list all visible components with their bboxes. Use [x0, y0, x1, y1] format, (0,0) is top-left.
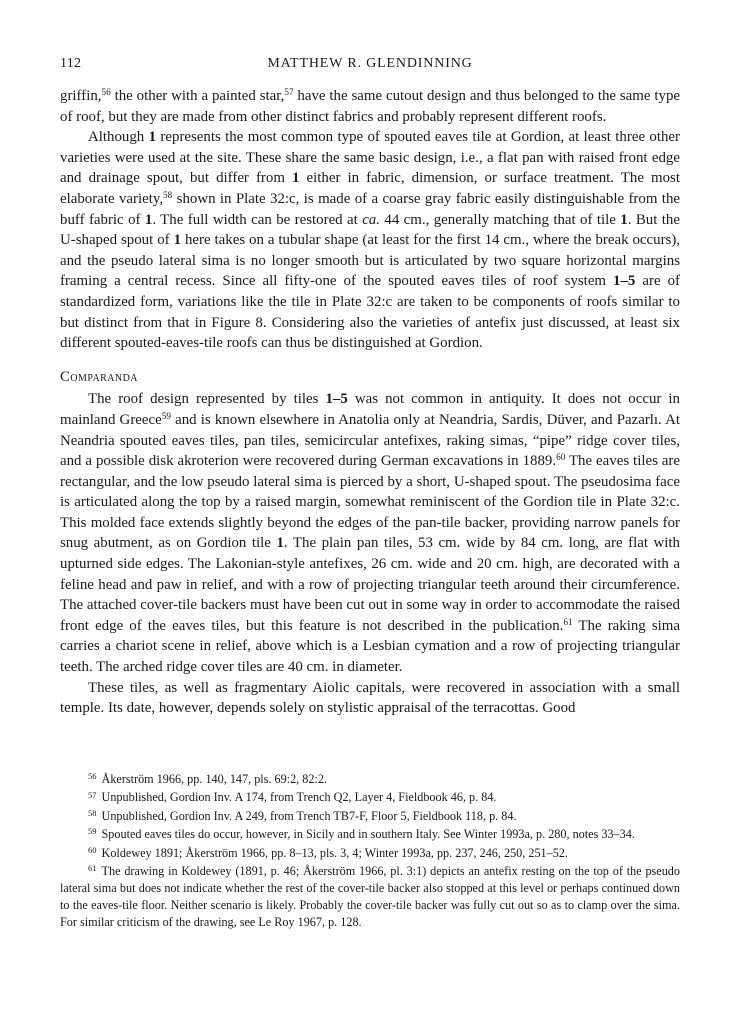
footnote-57	[60, 789, 680, 806]
footnote-61	[60, 863, 680, 931]
footnote-ref-59: 59	[161, 410, 171, 421]
text-run: These tiles, as well as fragmentary Aiolic capitals, were recovered in association with a small temple. Its date, however, depends solely on stylistic appraisal of the terracottas. Good	[60, 679, 680, 717]
tile-number: 1–5	[325, 391, 348, 408]
text-run: 44 cm., generally matching that of tile	[379, 211, 621, 228]
footnote-number: 60	[88, 844, 97, 855]
text-run: here takes on a tubular shape (at least for the first 14 cm., where the break occurs), and the pseudo lateral sima is no longer smooth but is articulated by two square horizontal margins framing a central recess. Since all fifty-one of the spouted eaves tiles of roof system	[60, 232, 681, 290]
text-run: . But the U-shaped spout of	[60, 211, 680, 249]
section-heading-comparanda: Comparanda	[60, 368, 138, 385]
footnote-ref-57: 57	[284, 86, 294, 97]
footnote-text: Åkerström 1966, pp. 140, 147, pls. 69:2, 82:2.	[101, 772, 327, 786]
footnote-ref-60: 60	[556, 452, 566, 463]
footnote-text: Unpublished, Gordion Inv. A 249, from Trench TB7-F, Floor 5, Fieldbook 118, p. 84.	[101, 808, 517, 823]
text-run: either in fabric, dimension, or surface treatment. The most elaborate variety,	[60, 170, 680, 207]
footnote-ref-61: 61	[563, 616, 573, 627]
text-run: represents the most common type of spouted eaves tile at Gordion, at least three other varieties were used at the site. These share the same basic design, i.e., a flat pan with raised front edge and drainage spout, but differ from	[60, 129, 681, 187]
footnote-text: Unpublished, Gordion Inv. A 174, from Trench Q2, Layer 4, Fieldbook 46, p. 84.	[101, 790, 497, 805]
text-run: The raking sima carries a chariot scene in relief, above which is a Lesbian cymation and a row of projecting triangular teeth. The arched ridge cover tiles are 40 cm. in diameter.	[60, 617, 680, 676]
text-run: The roof design represented by tiles	[88, 391, 326, 408]
text-run: have the same cutout design and thus belonged to the same type of roof, but they are made from other distinct fabrics and probably represent different roofs.	[60, 88, 680, 125]
paragraph-comparanda	[60, 389, 680, 677]
text-run: shown in Plate 32:c, is made of a coarse gray fabric easily distinguishable from the buff fabric of	[60, 190, 680, 228]
running-title: MATTHEW R. GLENDINNING	[267, 56, 473, 71]
paragraph-continued	[60, 86, 680, 127]
footnote-58	[60, 808, 680, 825]
page-number: 112	[60, 56, 82, 71]
text-run: griffin,	[60, 88, 102, 104]
footnote-ref-58: 58	[163, 189, 173, 200]
text-run: and is known elsewhere in Anatolia only at Neandria, Sardis, Düver, and Pazarlı. At Neandria spouted eaves tiles, pan tiles, semicircular antefixes, raking simas, “pipe” ridge cover tiles, and a possible disk akroterion were recovered during German excavations in 1889.	[60, 411, 680, 470]
tile-number: 1	[276, 535, 284, 552]
body-text	[60, 86, 680, 719]
tile-number: 1	[620, 211, 628, 228]
footnote-60	[60, 845, 680, 862]
footnote-number: 61	[88, 863, 97, 874]
footnote-ref-56: 56	[101, 86, 111, 97]
footnote-56	[60, 771, 680, 788]
footnote-number: 56	[88, 771, 97, 782]
footnote-text: Spouted eaves tiles do occur, however, in Sicily and in southern Italy. See Winter 1993a, p. 280, notes 33–34.	[101, 827, 635, 842]
text-run: the other with a painted star,	[110, 88, 285, 104]
italic-abbrev: ca.	[362, 211, 380, 228]
text-run: . The plain pan tiles, 53 cm. wide by 84 cm. long, are flat with upturned side edges. The Lakonian-style antefixes, 26 cm. wide and 20 cm. high, are decorated with a feline head and paw in relief, and with a row of projecting triangular teeth around their circumference. The attached cover-tile backers must have been cut out in some way in order to accommodate the raised front edge of the eaves tiles, but this feature is not described in the publication.	[60, 535, 681, 634]
footnote-text: The drawing in Koldewey (1891, p. 46; Åkerström 1966, pl. 3:1) depicts an antefix resting on the top of the pseudo lateral sima but does not indicate whether the rest of the cover-tile backer also stopped at this level or perhaps continued down to the eaves-tile floor. Neither scenario is likely. Probably the cover-tile backer was fully cut out so as to clamp over the sima. For similar criticism of the drawing, see Le Roy 1967, p. 128.	[60, 864, 680, 929]
tile-number: 1–5	[613, 273, 636, 290]
tile-number: 1	[173, 232, 182, 249]
footnotes	[60, 771, 680, 932]
tile-number: 1	[144, 211, 153, 228]
text-run: Although	[88, 129, 149, 146]
footnote-number: 59	[88, 826, 97, 837]
footnote-59	[60, 826, 680, 843]
paragraph-varieties	[60, 127, 680, 354]
tile-number: 1	[148, 129, 157, 146]
text-run: . The full width can be restored at	[152, 211, 363, 228]
text-run: The eaves tiles are rectangular, and the low pseudo lateral sima is pierced by a short, U-shaped spout. The pseudosima face is articulated along the top by a raised margin, somewhat reminiscent of the Gordion tile in Plate 32:c. This molded face extends slightly beyond the edges of the pan-tile backer, providing narrow panels for snug abutment, as on Gordion tile	[60, 453, 680, 552]
footnote-text: Koldewey 1891; Åkerström 1966, pp. 8–13, pls. 3, 4; Winter 1993a, pp. 237, 246, 250, 251–52.	[101, 845, 568, 860]
tile-number: 1	[291, 170, 300, 187]
paragraph-temple	[60, 678, 680, 719]
text-run: was not common in antiquity. It does not occur in mainland Greece	[60, 391, 680, 428]
footnote-number: 58	[88, 807, 97, 818]
text-run: are of standardized form, variations like the tile in Plate 32:c are taken to be components of roofs similar to but distinct from that in Figure 8. Considering also the varieties of antefix just discussed, at least six different spouted-eaves-tile roofs can thus be distinguished at Gordion.	[60, 273, 680, 352]
running-head	[60, 56, 680, 76]
footnote-number: 57	[88, 789, 97, 800]
